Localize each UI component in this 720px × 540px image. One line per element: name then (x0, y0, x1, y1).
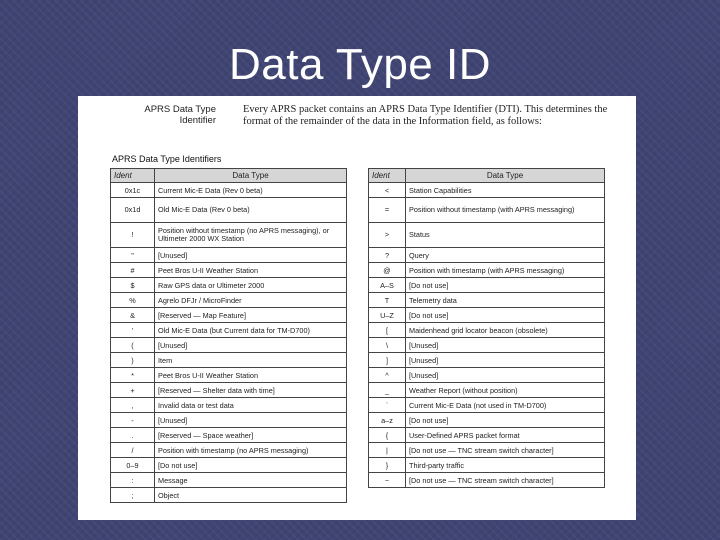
ident-cell: { (369, 428, 406, 443)
table-row (111, 248, 347, 263)
ident-cell: # (111, 263, 155, 278)
ident-cell: T (369, 293, 406, 308)
ident-cell: 0x1d (111, 198, 155, 223)
ident-cell: U–Z (369, 308, 406, 323)
data-type-cell: Maidenhead grid locator beacon (obsolete) (406, 323, 605, 338)
table-row (369, 263, 605, 278)
ident-cell: , (111, 398, 155, 413)
ident-cell: 0x1c (111, 183, 155, 198)
table-row (369, 428, 605, 443)
table-row (369, 198, 605, 223)
table-header-row (111, 169, 347, 183)
ident-cell: ; (111, 488, 155, 503)
dti-table-right (368, 168, 605, 488)
data-type-cell: [Do not use — TNC stream switch character] (406, 473, 605, 488)
ident-cell: } (369, 458, 406, 473)
data-type-cell: Weather Report (without position) (406, 383, 605, 398)
table-heading: APRS Data Type Identifiers (112, 154, 222, 164)
ident-cell: - (111, 413, 155, 428)
data-type-cell: User-Defined APRS packet format (406, 428, 605, 443)
ident-cell: : (111, 473, 155, 488)
table-row (111, 353, 347, 368)
ident-cell: A–S (369, 278, 406, 293)
data-type-cell: [Reserved — Map Feature] (155, 308, 347, 323)
ident-cell: ^ (369, 368, 406, 383)
ident-cell: = (369, 198, 406, 223)
data-type-cell: [Reserved — Shelter data with time] (155, 383, 347, 398)
table-row (369, 473, 605, 488)
table-row (369, 323, 605, 338)
table-row (111, 308, 347, 323)
ident-cell: | (369, 443, 406, 458)
ident-cell: > (369, 223, 406, 248)
data-type-cell: [Do not use — TNC stream switch character] (406, 443, 605, 458)
data-type-cell: Invalid data or test data (155, 398, 347, 413)
dti-table-left (110, 168, 347, 503)
ident-header: Ident (369, 169, 406, 183)
table-row (369, 458, 605, 473)
ident-cell: a–z (369, 413, 406, 428)
data-type-cell: [Reserved — Space weather] (155, 428, 347, 443)
data-type-cell: Position without timestamp (no APRS messaging), or Ultimeter 2000 WX Station (155, 223, 347, 248)
table-row (369, 308, 605, 323)
table-row (369, 278, 605, 293)
ident-cell: " (111, 248, 155, 263)
ident-cell: + (111, 383, 155, 398)
data-type-cell: [Do not use] (406, 413, 605, 428)
data-type-cell: [Do not use] (155, 458, 347, 473)
data-type-cell: Station Capabilities (406, 183, 605, 198)
table-row (369, 338, 605, 353)
table-row (111, 428, 347, 443)
ident-header: Ident (111, 169, 155, 183)
slide-title: Data Type ID (229, 40, 491, 89)
table-row (111, 183, 347, 198)
ident-cell: ? (369, 248, 406, 263)
table-row (111, 473, 347, 488)
ident-cell: % (111, 293, 155, 308)
table-row (111, 398, 347, 413)
table-row (369, 398, 605, 413)
table-row (369, 443, 605, 458)
table-row (111, 488, 347, 503)
data-type-cell: Telemetry data (406, 293, 605, 308)
table-row (369, 248, 605, 263)
ident-cell: * (111, 368, 155, 383)
data-type-cell: [Unused] (406, 368, 605, 383)
ident-cell: / (111, 443, 155, 458)
table-row (111, 413, 347, 428)
ident-cell: . (111, 428, 155, 443)
data-type-cell: [Unused] (406, 353, 605, 368)
table-row (111, 383, 347, 398)
data-type-cell: Agrelo DFJr / MicroFinder (155, 293, 347, 308)
data-type-cell: Peet Bros U-II Weather Station (155, 263, 347, 278)
data-type-cell: [Unused] (406, 338, 605, 353)
ident-cell: _ (369, 383, 406, 398)
table-row (111, 198, 347, 223)
ident-cell: ~ (369, 473, 406, 488)
data-type-cell: Status (406, 223, 605, 248)
data-type-cell: Peet Bros U-II Weather Station (155, 368, 347, 383)
ident-cell: ` (369, 398, 406, 413)
data-type-cell: Item (155, 353, 347, 368)
table-row (369, 293, 605, 308)
table-row (369, 223, 605, 248)
table-row (111, 458, 347, 473)
table-row (111, 323, 347, 338)
data-type-cell: Third-party traffic (406, 458, 605, 473)
ident-cell: ] (369, 353, 406, 368)
data-type-cell: Position without timestamp (with APRS messaging) (406, 198, 605, 223)
ident-cell: ) (111, 353, 155, 368)
data-type-cell: Old Mic-E Data (but Current data for TM-D700) (155, 323, 347, 338)
ident-cell: ! (111, 223, 155, 248)
table-row (369, 353, 605, 368)
intro-paragraph: Every APRS packet contains an APRS Data Type Identifier (DTI). This determines the format of the remainder of the data in the Information field, as follows: (243, 104, 608, 127)
ident-cell: $ (111, 278, 155, 293)
ident-cell: & (111, 308, 155, 323)
data-type-cell: Query (406, 248, 605, 263)
ident-cell: ( (111, 338, 155, 353)
section-label: APRS Data Type Identifier (144, 104, 216, 126)
table-row (111, 278, 347, 293)
ident-cell: 0–9 (111, 458, 155, 473)
table-header-row (369, 169, 605, 183)
table-row (111, 293, 347, 308)
data-type-cell: Position with timestamp (no APRS messaging) (155, 443, 347, 458)
ident-cell: @ (369, 263, 406, 278)
ident-cell: ' (111, 323, 155, 338)
data-type-cell: Old Mic-E Data (Rev 0 beta) (155, 198, 347, 223)
table-row (111, 263, 347, 278)
ident-cell: \ (369, 338, 406, 353)
table-row (369, 413, 605, 428)
data-type-cell: [Unused] (155, 248, 347, 263)
data-type-cell: Current Mic-E Data (Rev 0 beta) (155, 183, 347, 198)
table-row (111, 223, 347, 248)
data-type-cell: [Do not use] (406, 278, 605, 293)
data-type-cell: Message (155, 473, 347, 488)
data-type-cell: Object (155, 488, 347, 503)
table-row (111, 338, 347, 353)
data-type-cell: Current Mic-E Data (not used in TM-D700) (406, 398, 605, 413)
data-type-cell: Raw GPS data or Ultimeter 2000 (155, 278, 347, 293)
table-row (369, 183, 605, 198)
table-row (369, 383, 605, 398)
data-type-header: Data Type (406, 169, 605, 183)
data-type-cell: [Unused] (155, 413, 347, 428)
table-row (111, 368, 347, 383)
table-row (369, 368, 605, 383)
data-type-cell: [Unused] (155, 338, 347, 353)
data-type-header: Data Type (155, 169, 347, 183)
document-image (78, 96, 636, 520)
data-type-cell: Position with timestamp (with APRS messaging) (406, 263, 605, 278)
data-type-cell: [Do not use] (406, 308, 605, 323)
ident-cell: [ (369, 323, 406, 338)
ident-cell: < (369, 183, 406, 198)
table-row (111, 443, 347, 458)
